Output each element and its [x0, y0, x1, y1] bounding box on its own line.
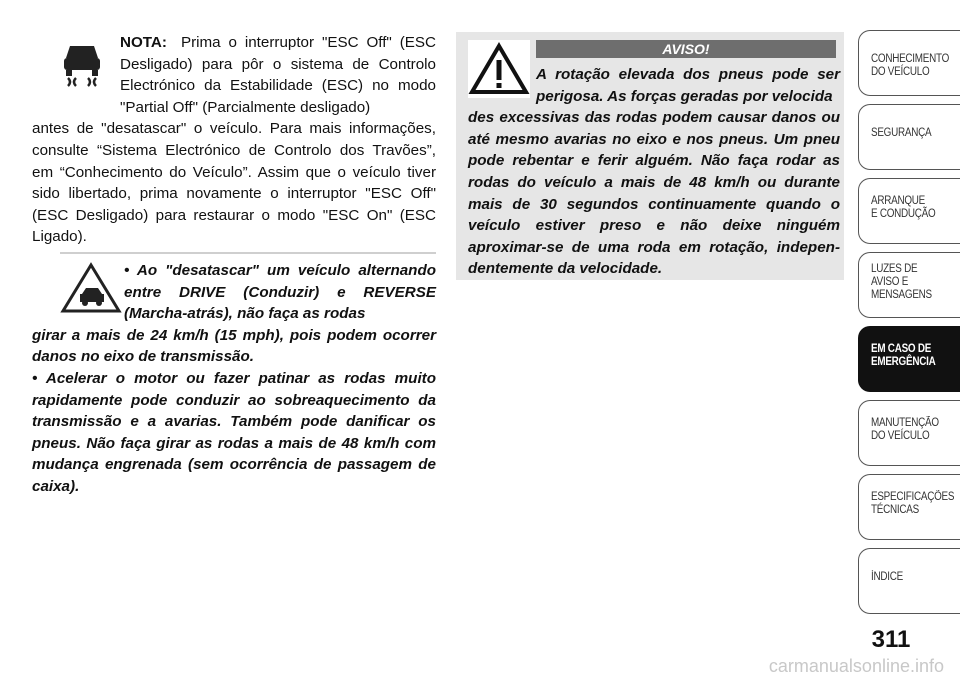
aviso-text-first: A rotação elevada dos pneus pode ser perigosa. As forças geradas por velocida: [536, 66, 840, 105]
warning-triangle-car-icon: [60, 262, 122, 314]
tab-label: EM CASO DE EMERGÊNCIA: [871, 343, 936, 368]
section-divider: [60, 252, 436, 254]
note-block: [32, 32, 436, 248]
note-rest-text: antes de "desatascar" o veículo. Para mais informações, consulte “Sistema Electrónico de Controlo dos Travões”, em “Conhecimento do Veículo”. Assim que o veículo tiver sido libertado, prima novamente o interruptor "ESC Off" (ESC Desligado) para restaurar o modo "ESC On" (ESC Ligado).: [32, 120, 436, 246]
tab-conhecimento-do-veiculo[interactable]: [858, 30, 960, 96]
tab-luzes-de-aviso[interactable]: [858, 252, 960, 318]
tab-especificacoes-tecnicas[interactable]: [858, 474, 960, 540]
aviso-text-rest: des excessivas das rodas podem causar danos ou até mesmo avarias no eixo e nos pneus. Um pneu pode rebentar e ferir alguém. Não faça rodar as rodas do veículo a mais de 48 km/h ou durante mais de 30 segundos continuamente quando o veículo estiver preso e não deixe ninguém aproximar-se de uma roda em rotação, independentemente da velocidade.: [468, 109, 840, 278]
tab-label: ESPECIFICAÇÕES TÉCNICAS: [871, 491, 955, 516]
chapter-sidebar: [858, 30, 960, 622]
tab-manutencao-do-veiculo[interactable]: [858, 400, 960, 466]
aviso-text: [468, 64, 840, 280]
watermark-text: carmanualsonline.info: [768, 656, 944, 676]
note-first-text: Prima o interruptor "ESC Off" (ESC Desligado) para pôr o sistema de Controlo Electrónico da Estabilidade (ESC) no modo "Partial Off" (Parcialmente desligado): [120, 34, 436, 116]
page-number: 311: [871, 626, 911, 653]
tab-label: ÍNDICE: [871, 571, 903, 583]
warning-section: [32, 252, 436, 498]
tab-label: ARRANQUE E CONDUÇÃO: [871, 195, 936, 220]
skidding-car-icon: [60, 40, 104, 88]
note-section: [32, 32, 436, 248]
aviso-box: [456, 32, 844, 280]
footer-watermark: [0, 654, 960, 678]
warning-bullet-2: • Acelerar o motor ou fazer patinar as rodas muito rapidamente pode conduzir ao sobreaquecimento da transmissão e a avarias. Também pode danificar os pneus. Não faça girar as rodas a mais de 48 km/h com mudança engrenada (sem ocorrência de passagem de caixa).: [32, 369, 436, 495]
tab-em-caso-de-emergencia[interactable]: [858, 326, 960, 392]
tab-label: CONHECIMENTO DO VEÍCULO: [871, 53, 950, 78]
aviso-title: AVISO!: [536, 40, 836, 58]
tab-label: SEGURANÇA: [871, 127, 932, 139]
tab-arranque-e-conducao[interactable]: [858, 178, 960, 244]
tab-label: MANUTENÇÃO DO VEÍCULO: [871, 417, 939, 442]
tab-seguranca[interactable]: [858, 104, 960, 170]
note-label: NOTA:: [120, 34, 167, 51]
tab-indice[interactable]: [858, 548, 960, 614]
note-first-paragraph: [120, 32, 436, 118]
warning-bullet-1-start: • Ao "desatascar" um veículo alternando entre DRIVE (Conduzir) e REVERSE (Marcha-atrás), não faça as rodas: [124, 262, 436, 323]
tab-label: LUZES DE AVISO E MENSAGENS: [871, 263, 932, 301]
warning-bullet-1-end: girar a mais de 24 km/h (15 mph), pois podem ocorrer danos no eixo de transmissão.: [32, 326, 436, 366]
